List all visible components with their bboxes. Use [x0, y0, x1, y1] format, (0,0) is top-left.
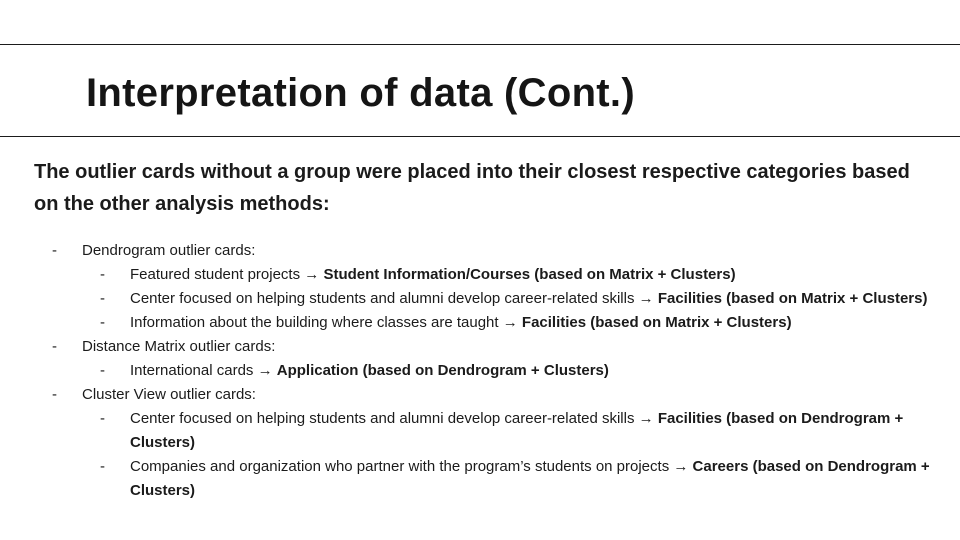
top-divider: [0, 44, 960, 45]
section-distance-matrix: [0, 335, 960, 359]
list-item-text: [130, 407, 930, 455]
list-item: [0, 359, 960, 383]
section-label: Distance Matrix outlier cards:: [82, 338, 276, 355]
bullet-dash: -: [100, 410, 105, 427]
bullet-dash: -: [52, 338, 57, 355]
card-description: International cards →: [130, 362, 277, 379]
list-item-text: [130, 455, 930, 503]
card-category: Facilities (based on Matrix + Clusters): [657, 290, 928, 307]
card-description: Information about the building where classes are taught →: [130, 314, 522, 331]
bullet-dash: -: [100, 458, 105, 475]
card-category: Application (based on Dendrogram + Clusters): [276, 362, 609, 379]
card-category: Facilities (based on Matrix + Clusters): [521, 314, 792, 331]
card-category: Student Information/Courses (based on Matrix + Clusters): [323, 266, 736, 283]
card-category: Careers (based on Dendrogram + Clusters): [130, 458, 930, 499]
section-dendrogram: [0, 239, 960, 263]
section-cluster-view: [0, 383, 960, 407]
list-item: [0, 407, 960, 455]
card-description: Companies and organization who partner with the program’s students on projects →: [130, 458, 693, 475]
list-item-text: [130, 263, 930, 287]
list-item: [0, 287, 960, 311]
bullet-dash: -: [100, 362, 105, 379]
bullet-dash: -: [100, 290, 105, 307]
list-item-text: [130, 287, 930, 311]
bullet-dash: -: [52, 386, 57, 403]
card-description: Center focused on helping students and alumni develop career-related skills →: [130, 290, 658, 307]
outlier-list: [0, 239, 960, 503]
slide-title: Interpretation of data (Cont.): [86, 71, 635, 115]
card-description: Featured student projects →: [130, 266, 324, 283]
intro-paragraph: The outlier cards without a group were placed into their closest respective categories based on the other analysis methods:: [34, 161, 910, 215]
list-item-text: [130, 311, 930, 335]
bullet-dash: -: [100, 314, 105, 331]
section-label: Dendrogram outlier cards:: [82, 242, 256, 259]
section-label: Cluster View outlier cards:: [82, 386, 256, 403]
list-item: [0, 263, 960, 287]
card-description: Center focused on helping students and alumni develop career-related skills →: [130, 410, 658, 427]
title-divider: [0, 136, 960, 137]
list-item-text: [130, 359, 930, 383]
list-item: [0, 311, 960, 335]
list-item: [0, 455, 960, 503]
bullet-dash: -: [52, 242, 57, 259]
bullet-dash: -: [100, 266, 105, 283]
card-category: Facilities (based on Dendrogram + Clusters): [130, 410, 904, 451]
